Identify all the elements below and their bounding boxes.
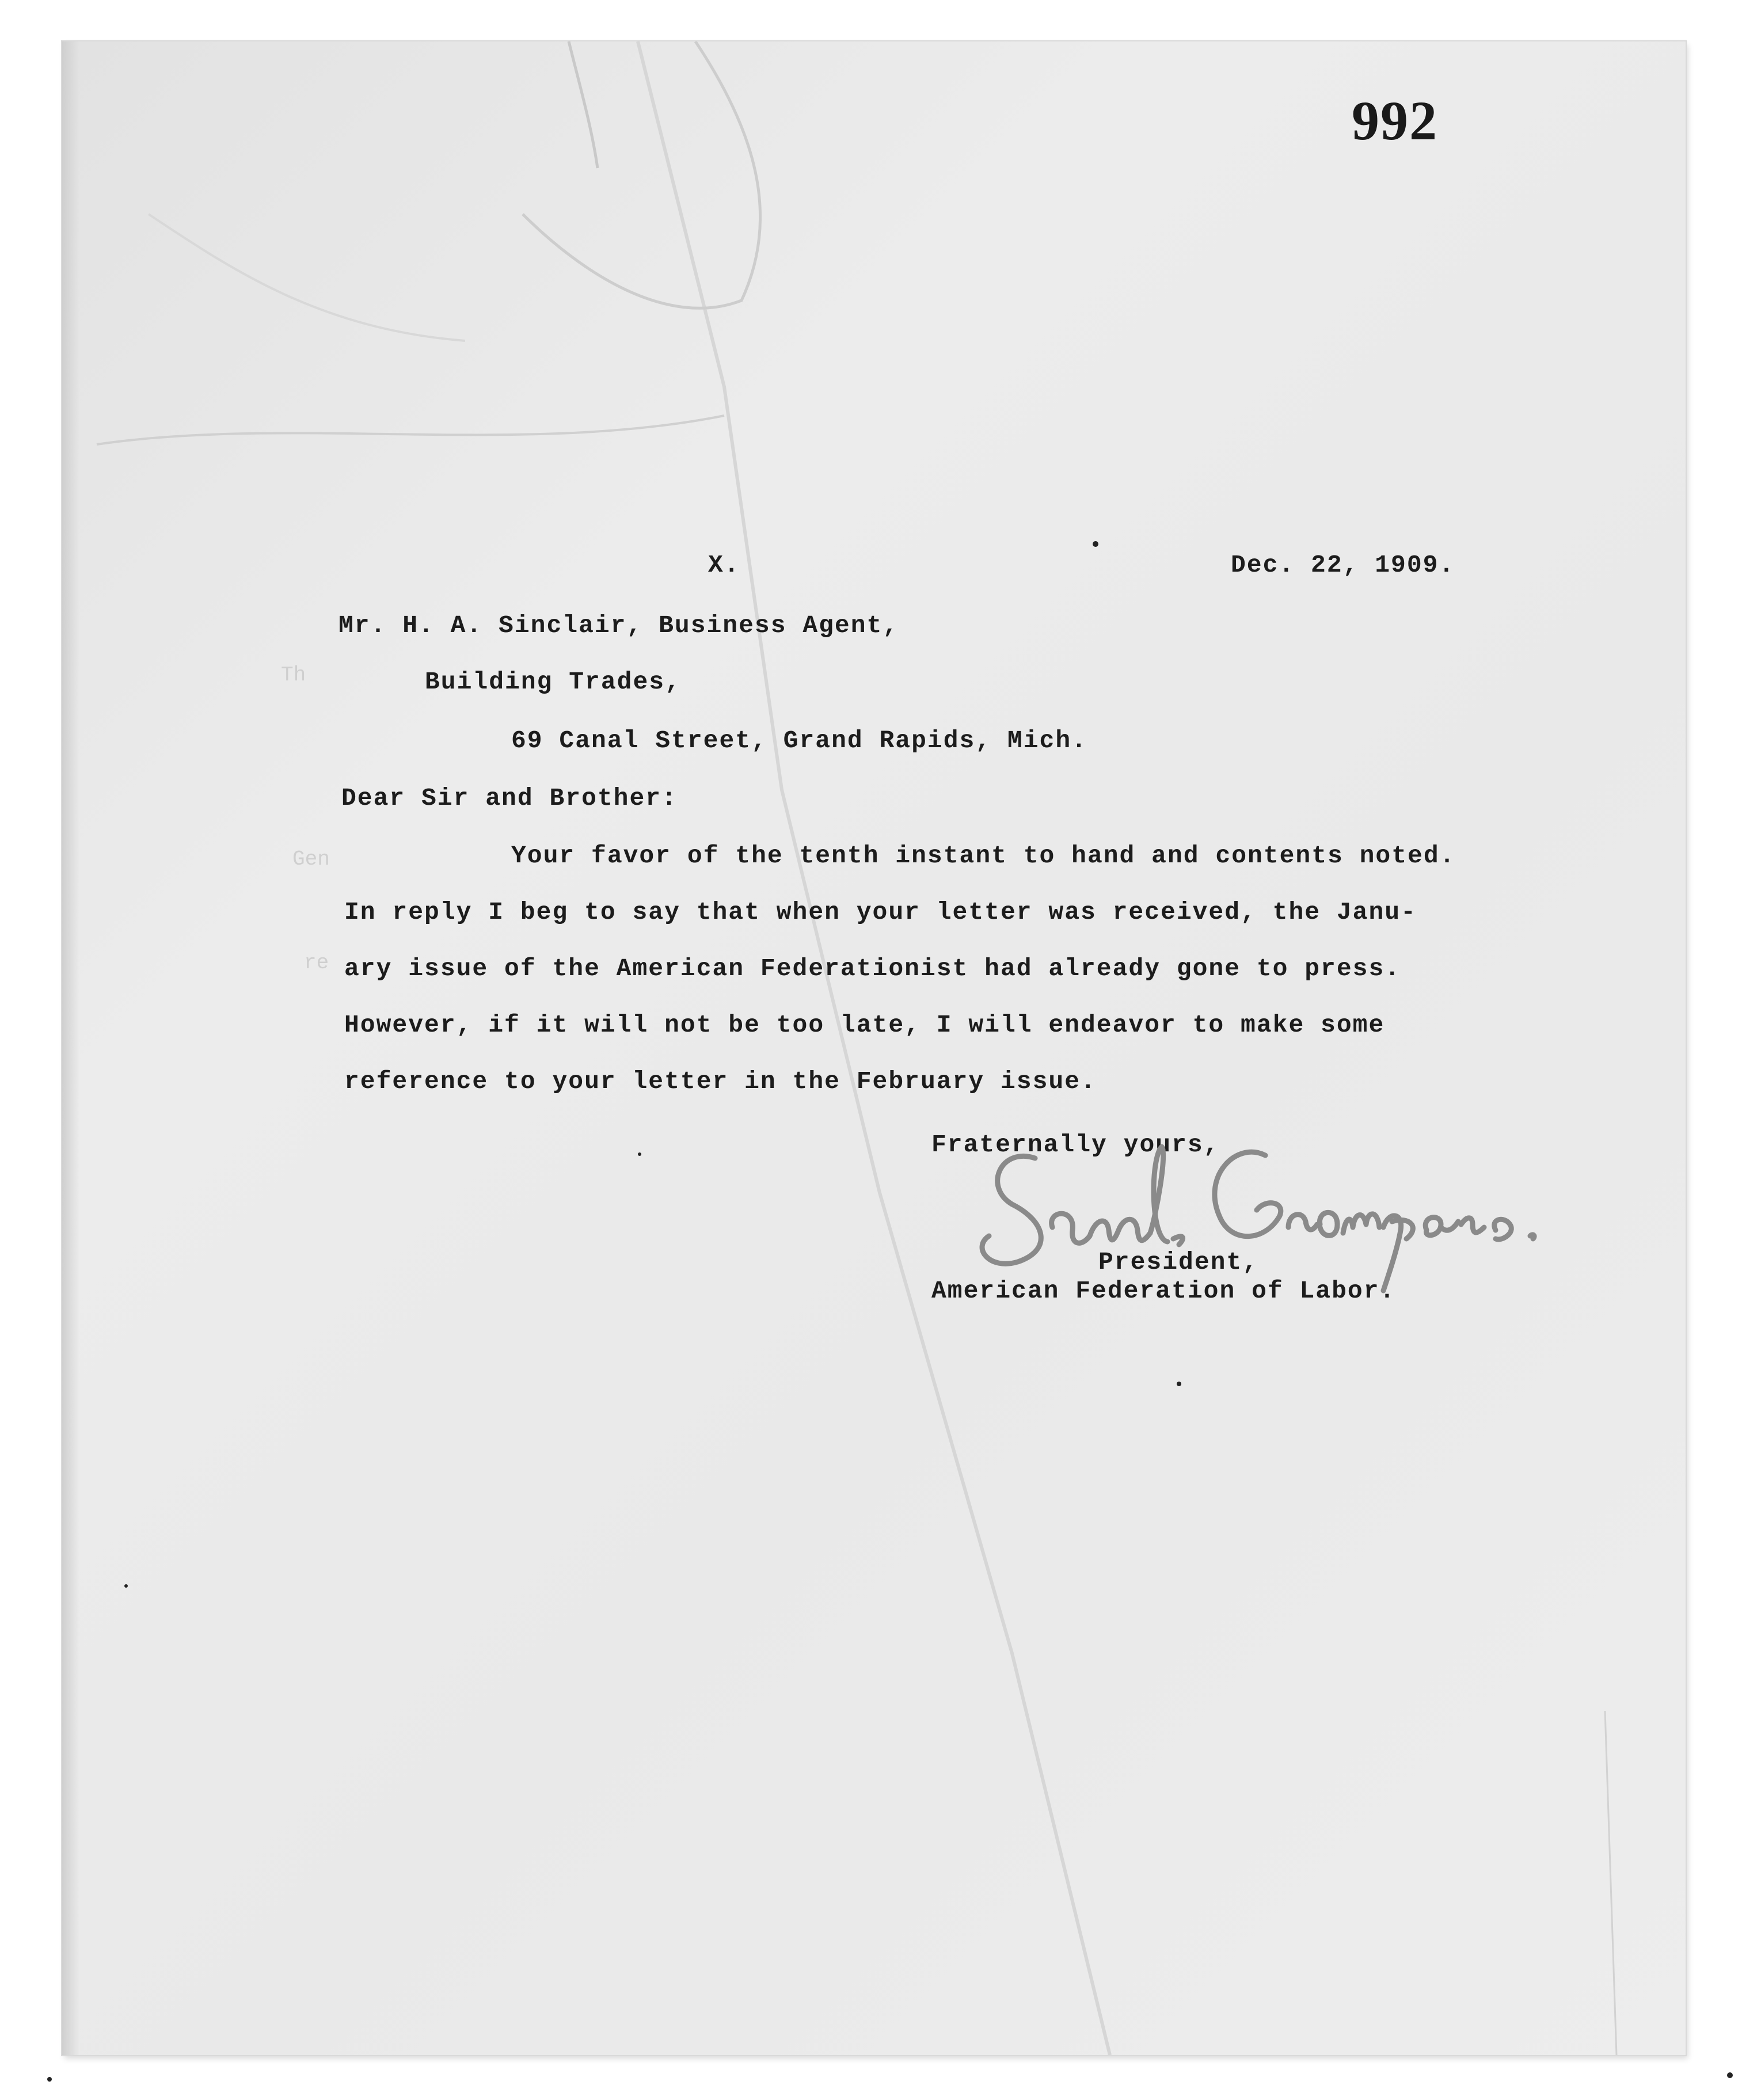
- body-line: In reply I beg to say that when your letter was received, the Janu-: [344, 898, 1417, 926]
- edge-speck: [1727, 2072, 1733, 2078]
- salutation: Dear Sir and Brother:: [341, 784, 678, 812]
- closing: Fraternally yours,: [931, 1131, 1220, 1159]
- signer-title: President,: [1098, 1248, 1259, 1276]
- letter-date: Dec. 22, 1909.: [1231, 551, 1455, 579]
- body-line: However, if it will not be too late, I will endeavor to make some: [344, 1011, 1385, 1039]
- paper-crease-overlay: [62, 41, 1686, 2055]
- page-number: 992: [1352, 90, 1438, 151]
- bleed-through-mark: Th: [281, 663, 306, 687]
- recipient-organization: Building Trades,: [425, 668, 681, 696]
- body-line: ary issue of the American Federationist had already gone to press.: [344, 954, 1401, 983]
- body-line: Your favor of the tenth instant to hand and contents noted.: [511, 842, 1456, 870]
- signer-organization: American Federation of Labor.: [931, 1277, 1396, 1305]
- body-line: reference to your letter in the February issue.: [344, 1067, 1097, 1095]
- handwritten-signature: [966, 1124, 1576, 1296]
- letter-sheet: [62, 41, 1686, 2055]
- ink-dot: [124, 1584, 128, 1588]
- bleed-through-mark: Gen: [292, 847, 330, 871]
- bleed-through-mark: re: [304, 951, 329, 975]
- file-mark: X.: [708, 551, 740, 579]
- ink-dot: [1093, 541, 1098, 547]
- recipient-name: Mr. H. A. Sinclair, Business Agent,: [338, 611, 899, 640]
- recipient-address: 69 Canal Street, Grand Rapids, Mich.: [511, 726, 1087, 755]
- ink-dot: [1177, 1382, 1181, 1386]
- ink-dot: [638, 1152, 641, 1156]
- edge-speck: [47, 2077, 52, 2082]
